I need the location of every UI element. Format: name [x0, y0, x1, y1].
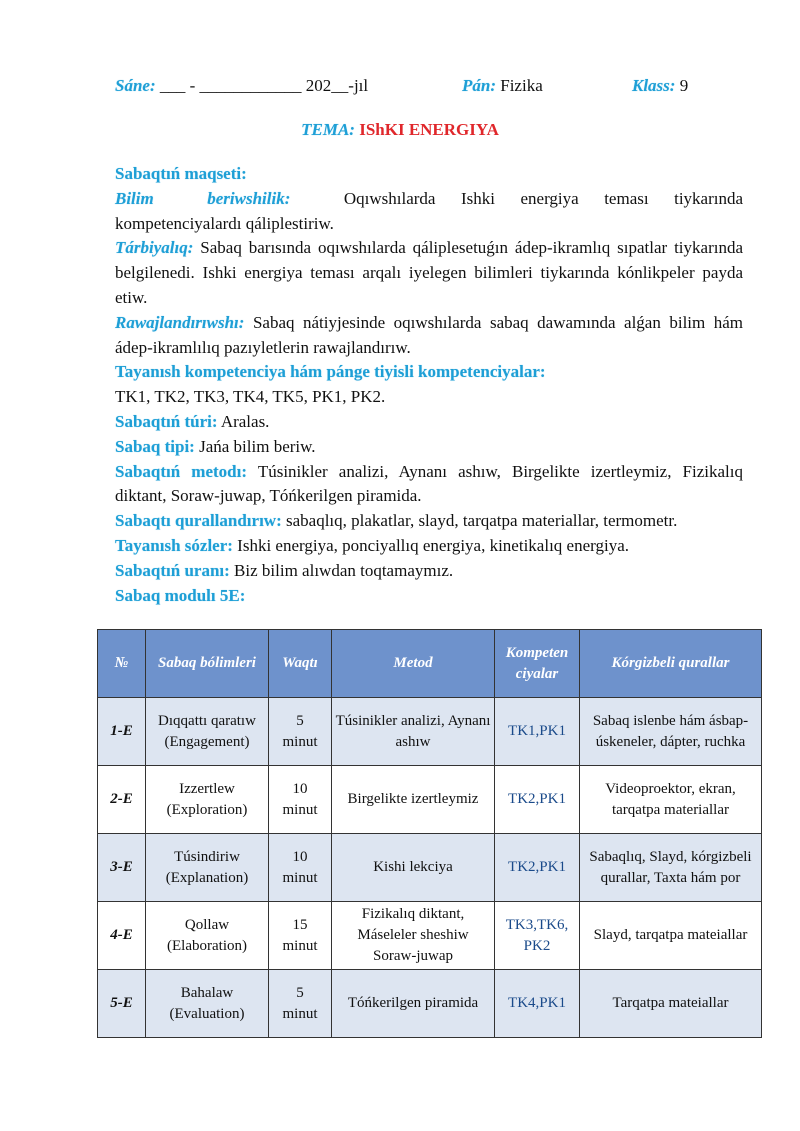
section-english: (Explanation) [165, 869, 249, 886]
row-method: Túsinikler analizi, Aynanı ashıw [332, 698, 495, 766]
table-row [98, 902, 762, 970]
section-name: Qollaw [184, 916, 230, 933]
kind-text: Jańa bilim beriw. [199, 436, 316, 456]
table-row [98, 970, 762, 1038]
date-field [115, 76, 368, 96]
row-section [146, 766, 269, 834]
section-english: (Exploration) [166, 801, 248, 818]
module-heading: Sabaq modulı 5E: [115, 585, 246, 605]
module-table [97, 629, 762, 1038]
row-number: 3-E [98, 834, 146, 902]
class-label: Klass: [632, 76, 676, 95]
time-unit: minut [282, 1005, 318, 1022]
row-section [146, 834, 269, 902]
goal-heading: Sabaqtıń maqseti: [115, 164, 247, 183]
upbringing-text: Sabaq barısında oqıwshılarda qáliplesetuǵın ádep-ikramlıq sıpatlar tiykarında belgilenedi. Ishki energiya teması arqalı iyelegen bilimleri tiykarında kónlikpeler payda etiw. [115, 238, 744, 307]
row-competency: TK1,PK1 [495, 698, 580, 766]
develop-label: Rawajlandırıwshı: [115, 312, 245, 332]
col-header-number: № [98, 630, 146, 698]
time-value: 15 [292, 916, 308, 933]
row-time [269, 766, 332, 834]
row-time [269, 970, 332, 1038]
row-section [146, 902, 269, 970]
row-number: 4-E [98, 902, 146, 970]
lesson-description [115, 162, 743, 608]
competency-heading: Tayanısh kompetenciya hám pánge tiyisli kompetenciyalar: [115, 362, 546, 382]
row-method: Fizikalıq diktant, Máseleler sheshiw Soraw-juwap [332, 902, 495, 970]
keywords-text: Ishki energiya, ponciyallıq energiya, kinetikalıq energiya. [237, 535, 630, 555]
table-header-row [98, 630, 762, 698]
header-line [115, 76, 740, 100]
row-tools: Tarqatpa mateiallar [580, 970, 762, 1038]
row-competency: TK2,PK1 [495, 766, 580, 834]
row-competency: TK2,PK1 [495, 834, 580, 902]
row-tools: Videoproektor, ekran, tarqatpa materiallar [580, 766, 762, 834]
time-unit: minut [282, 801, 318, 818]
time-unit: minut [282, 869, 318, 886]
time-value: 10 [292, 780, 308, 797]
row-number: 5-E [98, 970, 146, 1038]
method-text: Túsinikler analizi, Aynanı ashıw, Birgelikte izertleymiz, Fizikalıq diktant, Soraw-juwap, Tóńkerilgen piramida. [115, 461, 743, 506]
table-row [98, 834, 762, 902]
col-header-competency: Kompeten ciyalar [495, 630, 580, 698]
type-text: Aralas. [220, 411, 270, 431]
date-label: Sáne: [115, 76, 156, 95]
row-section [146, 970, 269, 1038]
row-tools: Sabaq islenbe hám ásbap-úskeneler, dápter, ruchka [580, 698, 762, 766]
row-time [269, 834, 332, 902]
row-competency: TK3,TK6, PK2 [495, 902, 580, 970]
row-competency: TK4,PK1 [495, 970, 580, 1038]
col-header-method: Metod [332, 630, 495, 698]
motto-label: Sabaqtıń uranı: [115, 560, 230, 580]
date-value: ___ - ____________ 202__-jıl [159, 76, 369, 95]
upbringing-label: Tárbiyalıq: [115, 238, 194, 258]
section-english: (Engagement) [164, 733, 250, 750]
time-unit: minut [282, 937, 318, 954]
topic-label: TEMA: [301, 120, 355, 139]
subject-value: Fizika [500, 76, 543, 95]
section-english: (Elaboration) [167, 937, 247, 954]
row-number: 2-E [98, 766, 146, 834]
row-method: Birgelikte izertleymiz [332, 766, 495, 834]
time-unit: minut [282, 733, 318, 750]
topic-value: IShKI ENERGIYA [359, 120, 499, 139]
equipment-text: sabaqlıq, plakatlar, slayd, tarqatpa materiallar, termometr. [286, 511, 678, 531]
method-label: Sabaqtıń metodı: [115, 461, 248, 481]
time-value: 5 [296, 984, 304, 1001]
col-header-time: Waqtı [269, 630, 332, 698]
type-label: Sabaqtıń túri: [115, 411, 218, 431]
section-name: Bahalaw [180, 984, 234, 1001]
section-name: Izzertlew [179, 780, 235, 797]
subject-field [462, 76, 543, 96]
row-time [269, 902, 332, 970]
edu-text: Oqıwshılarda Ishki energiya teması tiykarında kompetenciyalardı qáliplestiriw. [115, 188, 744, 233]
col-header-section: Sabaq bólimleri [146, 630, 269, 698]
kind-label: Sabaq tipi: [115, 436, 195, 456]
row-number: 1-E [98, 698, 146, 766]
edu-label: Bilim beriwshilik: [115, 188, 291, 208]
row-method: Kishi lekciya [332, 834, 495, 902]
row-method: Tóńkerilgen piramida [332, 970, 495, 1038]
row-tools: Sabaqlıq, Slayd, kórgizbeli qurallar, Taxta hám por [580, 834, 762, 902]
section-name: Dıqqattı qaratıw [158, 712, 256, 729]
keywords-label: Tayanısh sózler: [115, 535, 233, 555]
subject-label: Pán: [462, 76, 496, 95]
motto-text: Biz bilim alıwdan toqtamaymız. [234, 560, 454, 580]
row-section [146, 698, 269, 766]
row-time [269, 698, 332, 766]
table-row [98, 698, 762, 766]
row-tools: Slayd, tarqatpa mateiallar [580, 902, 762, 970]
section-name: Túsindiriw [174, 848, 240, 865]
time-value: 5 [296, 712, 304, 729]
class-field [632, 76, 688, 96]
class-value: 9 [679, 76, 689, 95]
equipment-label: Sabaqtı qurallandırıw: [115, 511, 282, 531]
competency-text: TK1, TK2, TK3, TK4, TK5, PK1, PK2. [115, 387, 386, 407]
section-english: (Evaluation) [169, 1005, 245, 1022]
table-row [98, 766, 762, 834]
topic-title [0, 120, 800, 140]
develop-text: Sabaq nátiyjesinde oqıwshılarda sabaq dawamında alǵan bilim hám ádep-ikramlılıq pazıyletlerin rawajlandırıw. [115, 312, 744, 357]
time-value: 10 [292, 848, 308, 865]
col-header-tools: Kórgizbeli qurallar [580, 630, 762, 698]
